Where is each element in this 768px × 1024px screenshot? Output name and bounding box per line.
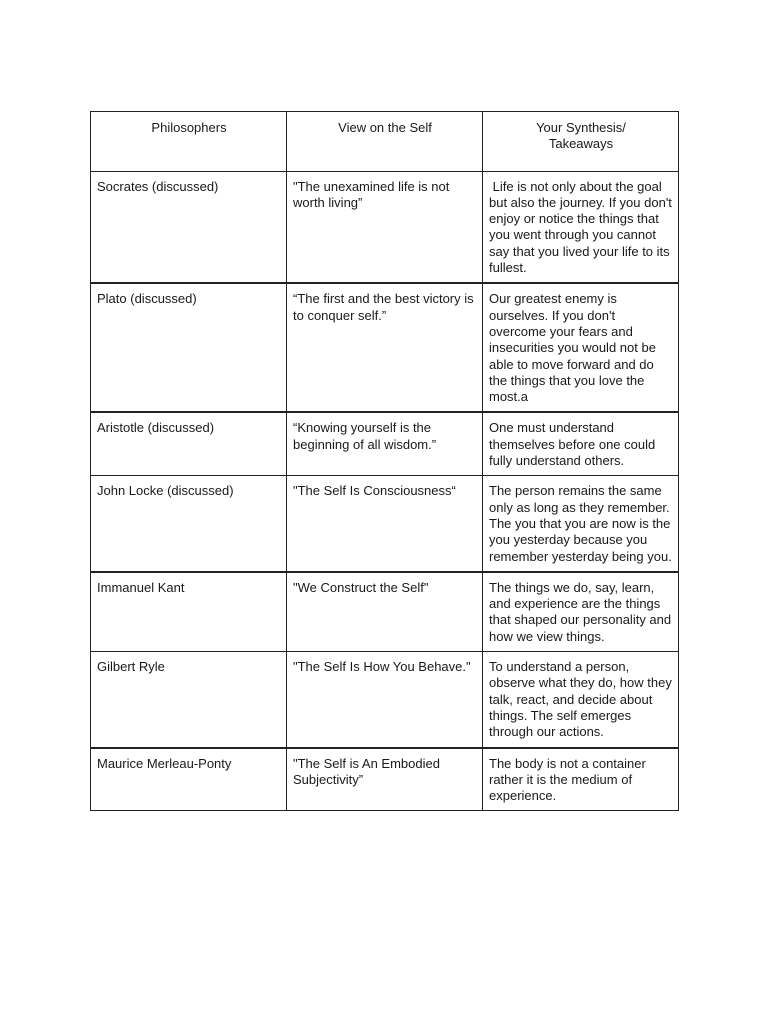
philosopher-cell: John Locke (discussed)	[91, 476, 287, 572]
philosopher-cell: Socrates (discussed)	[91, 171, 287, 283]
philosopher-cell: Immanuel Kant	[91, 572, 287, 652]
table-header-row	[91, 112, 679, 172]
synthesis-cell: Our greatest enemy is ourselves. If you don't overcome your fears and insecurities you would not be able to move forward and do the things that you love the most.a	[483, 283, 679, 412]
table-row	[91, 283, 679, 412]
view-cell: “Knowing yourself is the beginning of all wisdom.”	[287, 412, 483, 475]
synthesis-cell: One must understand themselves before one could fully understand others.	[483, 412, 679, 475]
philosopher-cell: Aristotle (discussed)	[91, 412, 287, 475]
document-page	[90, 111, 678, 811]
table-row	[91, 412, 679, 475]
view-cell: "We Construct the Self"	[287, 572, 483, 652]
view-cell: "The Self is An Embodied Subjectivity”	[287, 748, 483, 811]
synthesis-cell: The body is not a container rather it is the medium of experience.	[483, 748, 679, 811]
table-row	[91, 652, 679, 748]
header-view-on-self: View on the Self	[287, 112, 483, 172]
synthesis-cell: To understand a person, observe what they do, how they talk, react, and decide about things. The self emerges through our actions.	[483, 652, 679, 748]
table-row	[91, 476, 679, 572]
synthesis-cell: The things we do, say, learn, and experience are the things that shaped our personality and how we view things.	[483, 572, 679, 652]
philosophers-table	[90, 111, 679, 811]
philosopher-cell: Maurice Merleau-Ponty	[91, 748, 287, 811]
table-row	[91, 171, 679, 283]
table-row	[91, 748, 679, 811]
header-philosophers: Philosophers	[91, 112, 287, 172]
synthesis-cell: Life is not only about the goal but also the journey. If you don't enjoy or notice the things that you went through you cannot say that you lived your life to its fullest.	[483, 171, 679, 283]
view-cell: "The unexamined life is not worth living”	[287, 171, 483, 283]
view-cell: "The Self Is Consciousness“	[287, 476, 483, 572]
philosopher-cell: Plato (discussed)	[91, 283, 287, 412]
view-cell: “The first and the best victory is to conquer self.”	[287, 283, 483, 412]
philosopher-cell: Gilbert Ryle	[91, 652, 287, 748]
table-row	[91, 572, 679, 652]
synthesis-cell: The person remains the same only as long as they remember. The you that you are now is the you yesterday because you remember yesterday being you.	[483, 476, 679, 572]
header-synthesis: Your Synthesis/ Takeaways	[483, 112, 679, 172]
view-cell: "The Self Is How You Behave."	[287, 652, 483, 748]
